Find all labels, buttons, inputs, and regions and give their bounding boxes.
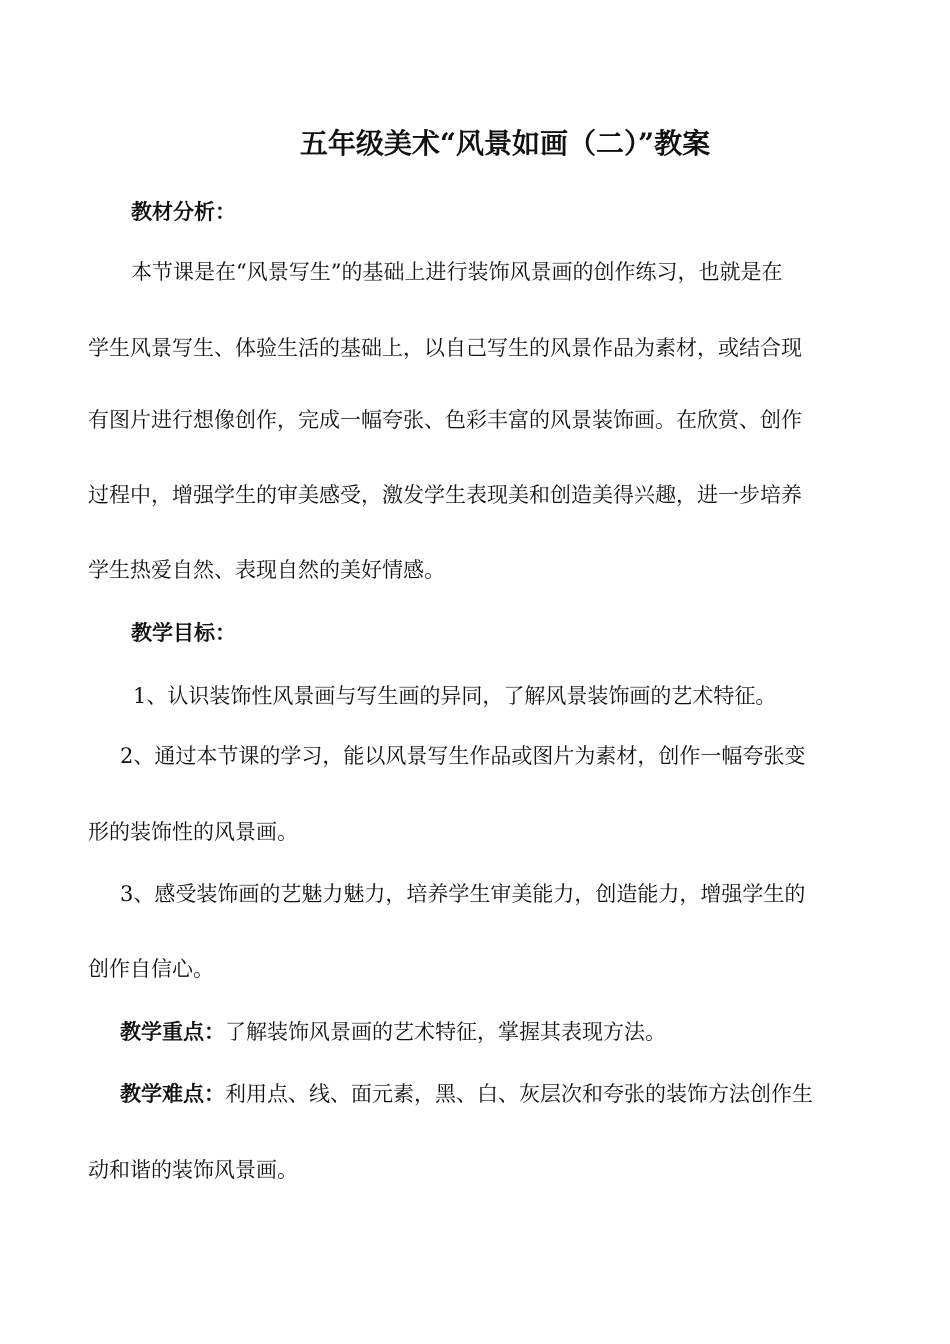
analysis-line-1: 本节课是在“风景写生”的基础上进行装饰风景画的创作练习，也就是在 [131,260,783,284]
key-points-label: 教学重点： [120,1019,225,1044]
key-points-line [120,1018,666,1046]
goals-line-4: 3、感受装饰画的艺魅力魅力，培养学生审美能力，创造能力，增强学生的 [120,882,806,906]
goals-line-2: 2、通过本节课的学习，能以风景写生作品或图片为素材，创作一幅夸张变 [120,744,806,768]
goals-line-5: 创作自信心。 [88,957,214,981]
analysis-line-3: 有图片进行想像创作，完成一幅夸张、色彩丰富的风景装饰画。在欣赏、创作 [88,408,802,432]
goals-line-1: 1、认识装饰性风景画与写生画的异同，了解风景装饰画的艺术特征。 [133,684,777,708]
analysis-line-2: 学生风景写生、体验生活的基础上，以自己写生的风景作品为素材，或结合现 [88,336,802,360]
difficulties-line-2: 动和谐的装饰风景画。 [88,1158,298,1182]
analysis-line-5: 学生热爱自然、表现自然的美好情感。 [88,558,445,582]
analysis-heading: 教材分析： [131,199,236,224]
goals-line-3: 形的装饰性的风景画。 [88,820,298,844]
key-points-text: 了解装饰风景画的艺术特征，掌握其表现方法。 [225,1020,666,1044]
document-title: 五年级美术“风景如画（二）”教案 [299,127,711,160]
goals-heading: 教学目标： [131,620,236,645]
difficulties-line-1 [120,1080,813,1108]
difficulties-label: 教学难点： [120,1081,225,1106]
difficulties-text-1: 利用点、线、面元素，黑、白、灰层次和夸张的装饰方法创作生 [225,1082,813,1106]
analysis-line-4: 过程中，增强学生的审美感受，激发学生表现美和创造美得兴趣，进一步培养 [88,483,802,507]
